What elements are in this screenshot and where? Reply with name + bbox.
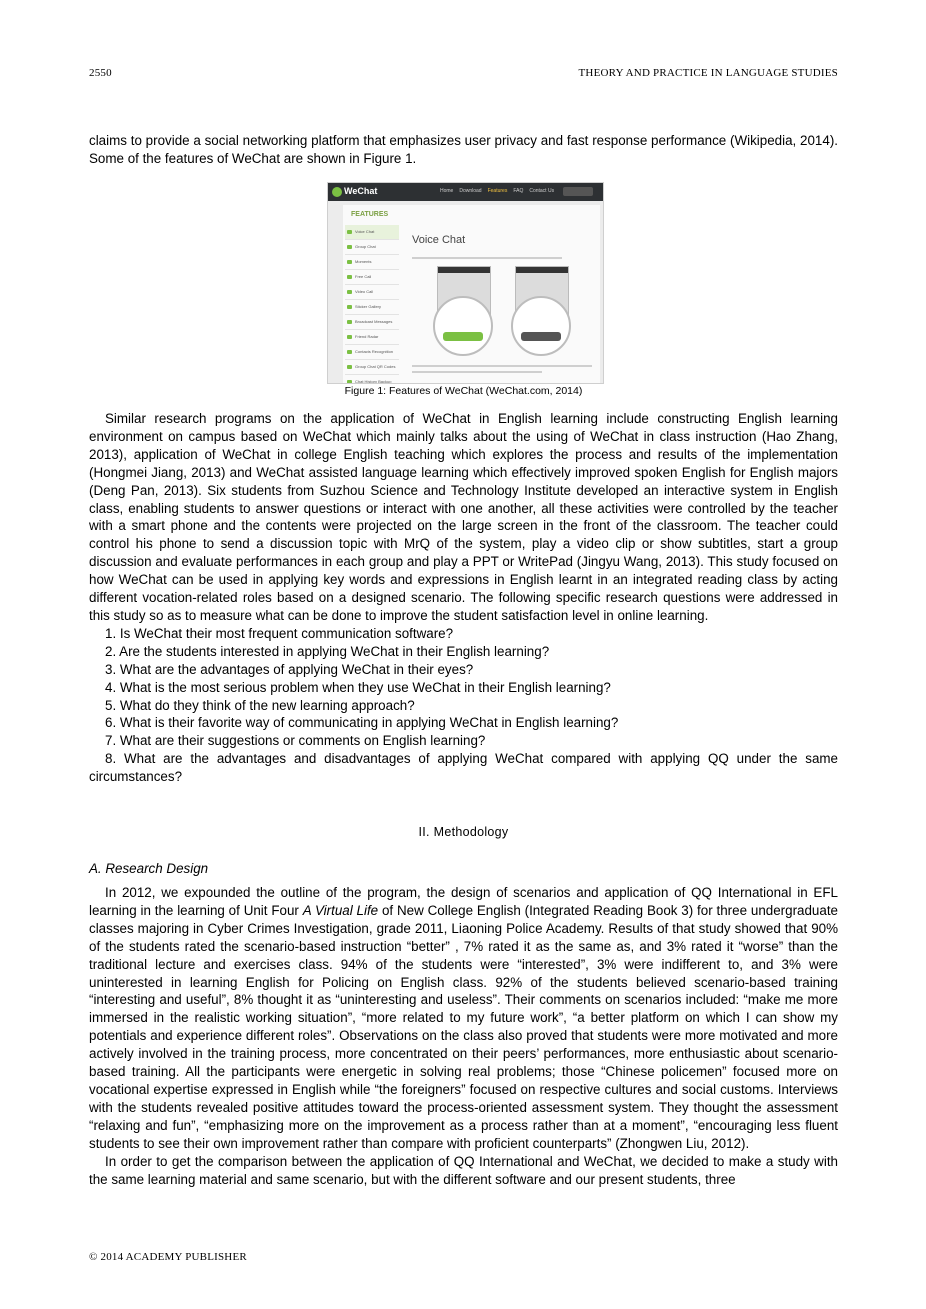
methodology-section (89, 884, 838, 1188)
figure-text-line (412, 365, 592, 367)
question-item: 4. What is the most serious problem when they use WeChat in their English learning? (105, 679, 611, 695)
figure-text-line (412, 257, 562, 259)
comparison-paragraph: In order to get the comparison between the application of QQ International and WeChat, we decided to make a study with the same learning material and same scenario, but with the different software and our present students, three (89, 1153, 838, 1187)
features-heading: FEATURES (351, 211, 389, 218)
question-item: 5. What do they think of the new learning approach? (105, 697, 415, 713)
journal-title: THEORY AND PRACTICE IN LANGUAGE STUDIES (578, 67, 838, 79)
language-selector (563, 187, 593, 196)
features-sidebar: Voice Chat Group Chat Moments Free Call Video Call Sticker Gallery Broadcast Messages Friend Radar Contacts Recognition Group Chat QR Codes Chat History Backup (345, 225, 399, 384)
page-header (89, 67, 838, 83)
figure-topbar (328, 183, 603, 201)
question-item: 3. What are the advantages of applying WeChat in their eyes? (105, 661, 474, 677)
figure-text-line (412, 371, 542, 373)
question-item: 6. What is their favorite way of communicating in applying WeChat in English learning? (105, 715, 619, 731)
research-paragraph: Similar research programs on the application of WeChat in English learning include constructing English learning environment on campus based on WeChat which mainly talks about the using of WeChat in class instruction (Hao Zhang, 2013), application of WeChat in college English teaching which explores the process and results of the implementation (Hongmei Jiang, 2013) and WeChat assisted language learning which effectively improved spoken English for English majors (Deng Pan, 2013). Six students from Suzhou Science and Technology Institute developed an interactive system in English class, enabling students to answer questions or interact with one another, all these activities were controlled by the teacher with a smart phone and the contents were projected on the large screen in the front of the classroom. The teacher could control his phone to send a discussion topic with MrQ of the system, play a video clip or show subtitles, start a group discussion and evaluate performances in each group and play a PPT or WritePad (Jingyu Wang, 2013). This study focused on how WeChat can be used in applying key words and expressions in English learnt in an integrated reading class by acting different vocation-related roles based on a designed scenario. The following specific research questions were addressed in this study so as to measure what can be done to improve the student satisfaction level in online learning. (89, 411, 838, 623)
page-number: 2550 (89, 67, 112, 79)
figure-caption: Figure 1: Features of WeChat (WeChat.com, 2014) (344, 385, 583, 397)
question-item: 7. What are their suggestions or comments on English learning? (105, 733, 486, 749)
wechat-logo: WeChat (332, 186, 377, 197)
question-item: 8. What are the advantages and disadvantages of applying WeChat compared with applying QQ under the same circumstances? (89, 751, 838, 785)
question-item: 2. Are the students interested in applying WeChat in their English learning? (105, 643, 550, 659)
wechat-logo-icon (332, 187, 342, 197)
book-title: A Virtual Life (302, 902, 379, 918)
figure-panel (343, 205, 600, 384)
question-item: 1. Is WeChat their most frequent communication software? (105, 625, 454, 641)
voice-chat-title: Voice Chat (412, 234, 466, 246)
research-questions (89, 625, 838, 786)
research-section (89, 410, 838, 786)
design-paragraph: In 2012, we expounded the outline of the program, the design of scenarios and application of QQ International in EFL learning in the learning of Unit Four A Virtual Life of New College English (Integrated Reading Book 3) for three undergraduate classes majoring in Cyber Crimes Investigation, grade 2011, Liaoning Police Academy. Results of that study showed that 90% of the students rated the scenario-based instruction “better” , 7% rated it as the same as, and 3% rated it “worse” than the traditional lecture and exercises class. 94% of the students were “interested”, 3% were indifferent to, and 3% were uninterested in learning English for Policing on English class. 92% of the students believed scenario-based training “interesting and useful”, 8% thought it as “uninteresting and useless”. Their comments on scenarios included: “make me more immersed in the realistic working situation”, “more related to my future work”, “a better platform on which I can show my potentials and experience different roles”. Observations on the class also proved that students were more motivated and more actively involved in the training process, more concentrated on their peers’ performances, more enthusiastic about scenario-based training. All the participants were energetic in solving real problems; those “Chinese policemen” focused more on vocational expertise expressed in English while “the foreigners” focused on respective cultures and social customs. Interviews with the students revealed positive attitudes toward the process-oriented assessment system. They thought the assessment “relaxing and fun”, “emphasizing more on the improvement as a process rather than at a moment”, “encouraging less fluent students to see their own improvement rather than compare with proficient counterparts” (Zhongwen Liu, 2012). (89, 885, 838, 1151)
intro-paragraph: claims to provide a social networking platform that emphasizes user privacy and fast response performance (Wikipedia, 2014). Some of the features of WeChat are shown in Figure 1. (89, 133, 838, 166)
figure-nav: Home Download Features FAQ Contact Us (440, 188, 555, 194)
page-footer: © 2014 ACADEMY PUBLISHER (89, 1251, 247, 1263)
release-magnifier (511, 296, 571, 356)
intro-section (89, 132, 838, 168)
section-heading: II. Methodology (418, 825, 509, 839)
subsection-heading: A. Research Design (89, 861, 209, 876)
wechat-features-screenshot (327, 182, 604, 384)
hold-to-talk-magnifier (433, 296, 493, 356)
